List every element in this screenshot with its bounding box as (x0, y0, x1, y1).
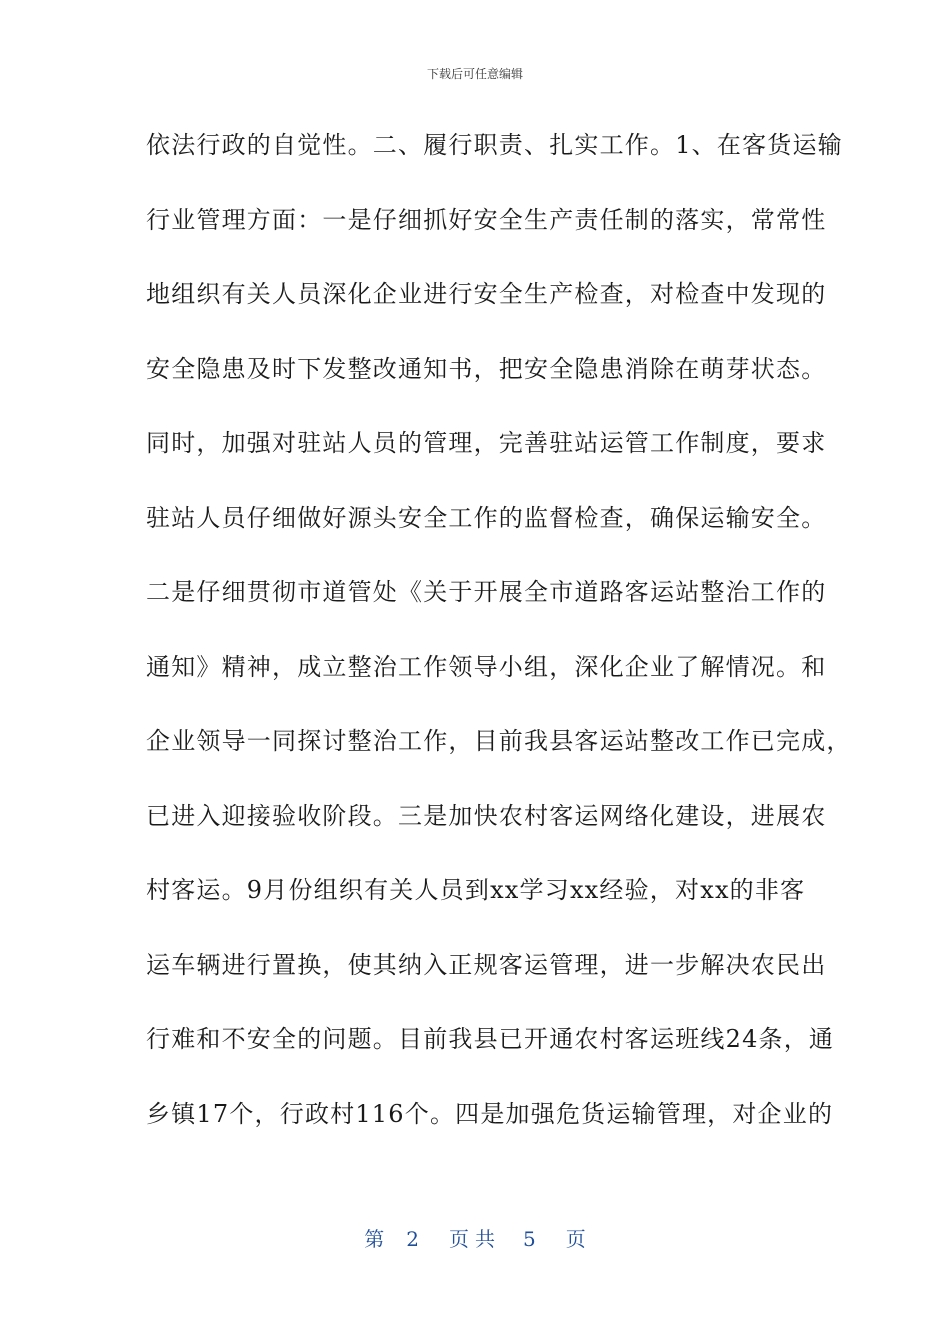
footer-page-number: 2 (406, 1227, 419, 1251)
body-line-9: 企业领导一同探讨整治工作，目前我县客运站整改工作已完成， (146, 727, 852, 755)
body-line-4: 安全隐患及时下发整改通知书，把安全隐患消除在萌芽状态。 (146, 354, 827, 383)
body-line-12: 运车辆进行置换，使其纳入正规客运管理，进一步解决农民出 (146, 950, 827, 979)
body-line-3: 地组织有关人员深化企业进行安全生产检查，对检查中发现的 (146, 280, 827, 308)
page-header (0, 66, 950, 82)
body-line-11: 村客运。9月份组织有关人员到xx学习xx经验，对xx的非客 (146, 876, 806, 904)
body-line-7: 二是仔细贯彻市道管处《关于开展全市道路客运站整治工作的 (146, 578, 827, 606)
body-line-10: 已进入迎接验收阶段。三是加快农村客运网络化建设，进展农 (146, 801, 827, 830)
body-line-2: 行业管理方面：一是仔细抓好安全生产责任制的落实，常常性 (146, 205, 827, 234)
body-line-8: 通知》精神，成立整治工作领导小组，深化企业了解情况。和 (146, 652, 827, 681)
footer-middle: 页共 (449, 1227, 501, 1251)
body-line-6: 驻站人员仔细做好源头安全工作的监督检查，确保运输安全。 (146, 503, 827, 532)
footer-suffix: 页 (565, 1227, 586, 1251)
body-line-1: 依法行政的自觉性。二、履行职责、扎实工作。1、在客货运输 (146, 131, 843, 159)
document-body (146, 120, 852, 1163)
page-footer (0, 1226, 950, 1252)
footer-total-pages: 5 (523, 1227, 536, 1251)
header-note: 下载后可任意编辑 (426, 67, 523, 81)
body-line-13: 行难和不安全的问题。目前我县已开通农村客运班线24条，通 (146, 1025, 835, 1053)
footer-prefix: 第 (364, 1227, 385, 1251)
body-line-14: 乡镇17个，行政村116个。四是加强危货运输管理，对企业的 (146, 1099, 834, 1128)
body-line-5: 同时，加强对驻站人员的管理，完善驻站运管工作制度，要求 (146, 429, 827, 457)
